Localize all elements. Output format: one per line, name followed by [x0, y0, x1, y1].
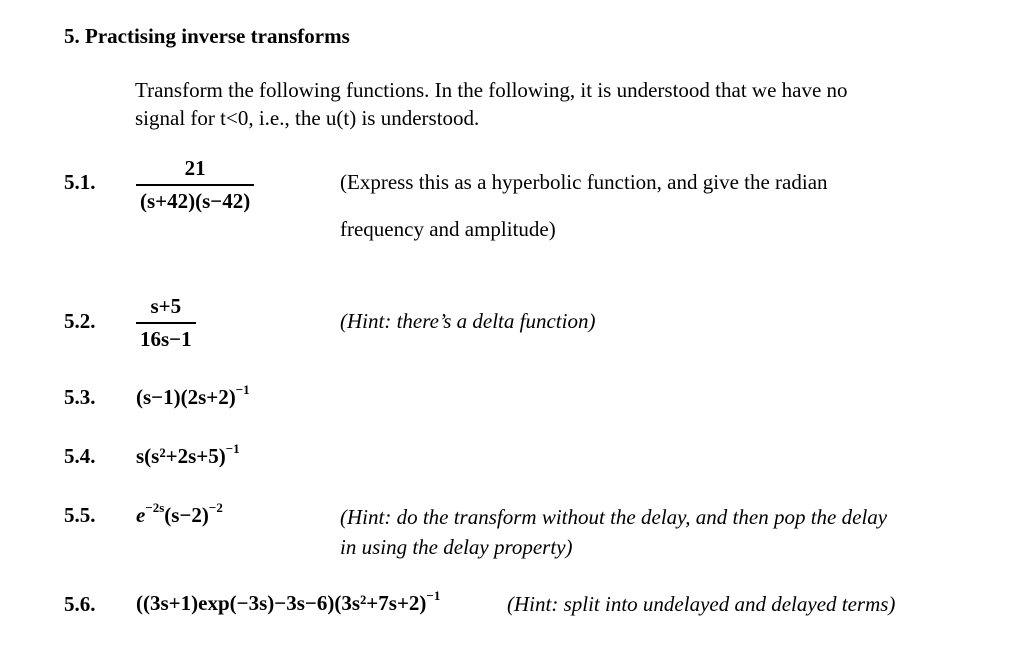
expression-5-5-prefix: e	[136, 503, 146, 527]
note-5-5-line-2: in using the delay property)	[340, 535, 573, 559]
note-5-1-line-1: (Express this as a hyperbolic function, and give the radian	[340, 170, 828, 194]
numerator-5-1: 21	[184, 156, 206, 180]
expression-5-5	[136, 500, 223, 528]
denominator-5-1: (s+42)(s−42)	[136, 184, 254, 214]
expression-5-6	[136, 588, 441, 616]
note-5-2: (Hint: there’s a delta function)	[340, 309, 596, 333]
expression-5-4-base: s(s²+2s+5)	[136, 444, 226, 468]
denominator-5-2: 16s−1	[136, 322, 196, 352]
item-number-5-3: 5.3.	[64, 385, 96, 409]
expression-5-5-exponent: −2	[208, 500, 223, 515]
expression-5-5-prefix-exponent: −2s	[145, 500, 165, 515]
item-number-5-5: 5.5.	[64, 503, 96, 527]
item-number-5-2: 5.2.	[64, 309, 96, 333]
note-5-6: (Hint: split into undelayed and delayed terms)	[507, 592, 896, 616]
intro-line-1: Transform the following functions. In the following, it is understood that we have no	[135, 78, 848, 102]
item-number-5-6: 5.6.	[64, 592, 96, 616]
expression-5-4	[136, 441, 240, 469]
expression-5-3-exponent: −1	[235, 382, 250, 397]
expression-5-6-base: ((3s+1)exp(−3s)−3s−6)(3s²+7s+2)	[136, 591, 427, 615]
numerator-5-2: s+5	[150, 294, 182, 318]
intro-line-2: signal for t<0, i.e., the u(t) is understood.	[135, 106, 480, 130]
note-5-5	[340, 502, 887, 562]
note-5-5-line-1: (Hint: do the transform without the delay, and then pop the delay	[340, 505, 888, 529]
intro-paragraph	[135, 76, 848, 132]
item-number-5-4: 5.4.	[64, 444, 96, 468]
section-heading: 5. Practising inverse transforms	[64, 24, 350, 48]
note-5-1-line-2: frequency and amplitude)	[340, 217, 556, 241]
expression-5-3	[136, 382, 250, 410]
expression-5-5-base: (s−2)	[164, 503, 209, 527]
fraction-5-1	[136, 156, 254, 214]
expression-5-4-exponent: −1	[225, 441, 240, 456]
item-number-5-1: 5.1.	[64, 170, 96, 194]
fraction-5-2	[136, 294, 196, 352]
expression-5-6-exponent: −1	[426, 588, 441, 603]
expression-5-3-base: (s−1)(2s+2)	[136, 385, 236, 409]
note-5-1	[340, 167, 828, 244]
